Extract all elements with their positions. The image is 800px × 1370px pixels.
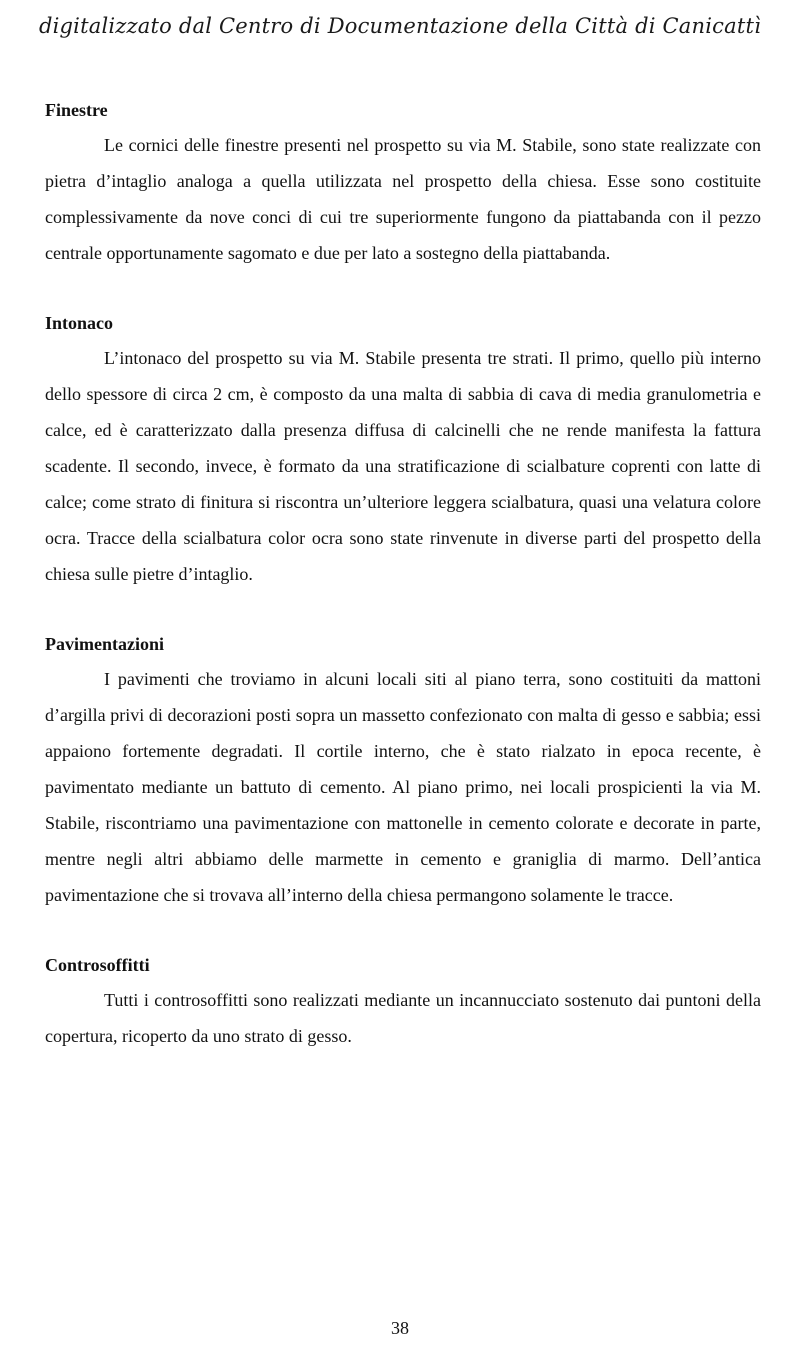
section-paragraph: Le cornici delle finestre presenti nel prospetto su via M. Stabile, sono state realizzate con pietra d’intaglio analoga a quella utilizzata nel prospetto della chiesa. Esse sono costituite complessivamente da nove conci di cui tre superiormente fungono da piattabanda con il pezzo centrale opportunamente sagomato e due per lato a sostegno della piattabanda. [45, 135, 761, 263]
section-paragraph: Tutti i controsoffitti sono realizzati mediante un incannucciato sostenuto dai puntoni della copertura, ricoperto da uno strato di gesso. [45, 990, 761, 1046]
section-heading: Intonaco [45, 313, 114, 333]
section-heading: Controsoffitti [45, 955, 150, 975]
section-heading: Pavimentazioni [45, 634, 164, 654]
digitization-watermark: digitalizzato dal Centro di Documentazione della Città di Canicattì [38, 14, 762, 38]
section-intonaco [45, 306, 761, 592]
section-paragraph: L’intonaco del prospetto su via M. Stabile presenta tre strati. Il primo, quello più interno dello spessore di circa 2 cm, è composto da una malta di sabbia di cava di media granulometria e calce, ed è caratterizzato dalla presenza diffusa di calcinelli che ne rende manifesta la fattura scadente. Il secondo, invece, è formato da una stratificazione di scialbature coprenti con latte di calce; come strato di finitura si riscontra un’ulteriore leggera scialbatura, quasi una velatura colore ocra. Tracce della scialbatura color ocra sono state rinvenute in diverse parti del prospetto della chiesa sulle pietre d’intaglio. [45, 348, 761, 584]
document-body [45, 93, 761, 1089]
section-finestre [45, 93, 761, 271]
section-controsoffitti [45, 948, 761, 1054]
page-number: 38 [391, 1318, 409, 1338]
section-paragraph: I pavimenti che troviamo in alcuni locali siti al piano terra, sono costituiti da mattoni d’argilla privi di decorazioni posti sopra un massetto confezionato con malta di gesso e sabbia; essi appaiono fortemente degradati. Il cortile interno, che è stato rialzato in epoca recente, è pavimentato mediante un battuto di cemento. Al piano primo, nei locali prospicienti la via M. Stabile, riscontriamo una pavimentazione con mattonelle in cemento colorate e decorate in parte, mentre negli altri abbiamo delle marmette in cemento e graniglia di marmo. Dell’antica pavimentazione che si trovava all’interno della chiesa permangono solamente le tracce. [45, 669, 761, 905]
section-heading: Finestre [45, 100, 108, 120]
section-pavimentazioni [45, 627, 761, 913]
